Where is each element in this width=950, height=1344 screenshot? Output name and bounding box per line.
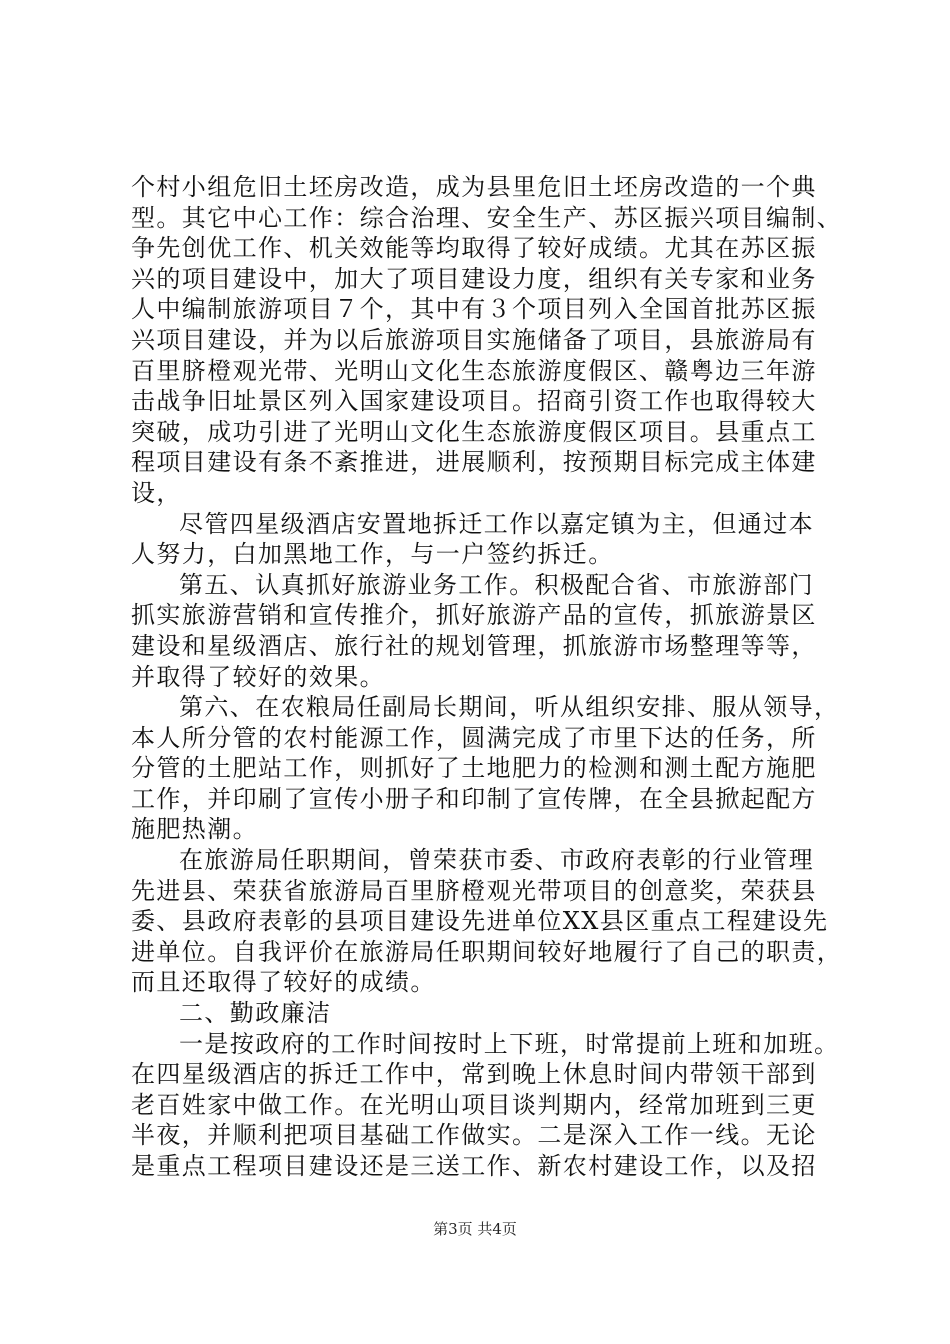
text-line: 进单位。自我评价在旅游局任职期间较好地履行了自己的职责， [131, 937, 843, 966]
text-line: 击战争旧址景区列入国家建设项目。招商引资工作也取得较大 [131, 387, 817, 416]
paragraph-start-line: 一是按政府的工作时间按时上下班，时常提前上班和加班。 [179, 1029, 840, 1058]
paragraph-start-line: 在旅游局任职期间，曾荣获市委、市政府表彰的行业管理 [179, 846, 814, 875]
text-line: 型。其它中心工作：综合治理、安全生产、苏区振兴项目编制、 [131, 203, 843, 232]
text-line: 百里脐橙观光带、光明山文化生态旅游度假区、赣粤边三年游 [131, 356, 817, 385]
text-line: 建设和星级酒店、旅行社的规划管理，抓旅游市场整理等等， [131, 631, 817, 660]
text-line: 而且还取得了较好的成绩。 [131, 968, 436, 997]
paragraph-start-line: 尽管四星级酒店安置地拆迁工作以嘉定镇为主，但通过本 [179, 509, 814, 538]
text-line: 并取得了较好的效果。 [131, 662, 385, 691]
text-line: 设， [131, 478, 182, 507]
text-line: 委、县政府表彰的县项目建设先进单位XX县区重点工程建设先 [131, 907, 829, 936]
text-line: 本人所分管的农村能源工作，圆满完成了市里下达的任务，所 [131, 723, 817, 752]
text-line: 半夜，并顺利把项目基础工作做实。二是深入工作一线。无论 [131, 1121, 817, 1150]
text-line: 分管的土肥站工作，则抓好了土地肥力的检测和测土配方施肥 [131, 754, 817, 783]
text-line: 人努力，白加黑地工作，与一户签约拆迁。 [131, 540, 614, 569]
paragraph-start-line: 第五、认真抓好旅游业务工作。积极配合省、市旅游部门 [179, 570, 814, 599]
document-body [131, 172, 843, 1182]
section-heading: 二、勤政廉洁 [179, 999, 332, 1028]
text-line: 工作，并印刷了宣传小册子和印制了宣传牌，在全县掀起配方 [131, 784, 817, 813]
page-number: 第3页 共4页 [433, 1220, 517, 1238]
text-line: 施肥热潮。 [131, 815, 258, 844]
text-line: 老百姓家中做工作。在光明山项目谈判期内，经常加班到三更 [131, 1090, 817, 1119]
text-line: 先进县、荣获省旅游局百里脐橙观光带项目的创意奖，荣获县 [131, 876, 817, 905]
text-line: 程项目建设有条不紊推进，进展顺利，按预期目标完成主体建 [131, 448, 817, 477]
text-line: 抓实旅游营销和宣传推介，抓好旅游产品的宣传，抓旅游景区 [131, 601, 817, 630]
text-line: 争先创优工作、机关效能等均取得了较好成绩。尤其在苏区振 [131, 234, 817, 263]
text-line: 是重点工程项目建设还是三送工作、新农村建设工作，以及招 [131, 1152, 817, 1180]
paragraph-start-line: 第六、在农粮局任副局长期间，听从组织安排、服从领导， [179, 693, 840, 722]
text-line: 兴项目建设，并为以后旅游项目实施储备了项目，县旅游局有 [131, 325, 817, 354]
text-line: 突破，成功引进了光明山文化生态旅游度假区项目。县重点工 [131, 417, 817, 446]
text-line: 个村小组危旧土坯房改造，成为县里危旧土坯房改造的一个典 [131, 173, 817, 201]
text-line: 人中编制旅游项目７个，其中有３个项目列入全国首批苏区振 [131, 295, 817, 324]
text-line: 兴的项目建设中，加大了项目建设力度，组织有关专家和业务 [131, 264, 817, 293]
text-line: 在四星级酒店的拆迁工作中，常到晚上休息时间内带领干部到 [131, 1060, 817, 1089]
